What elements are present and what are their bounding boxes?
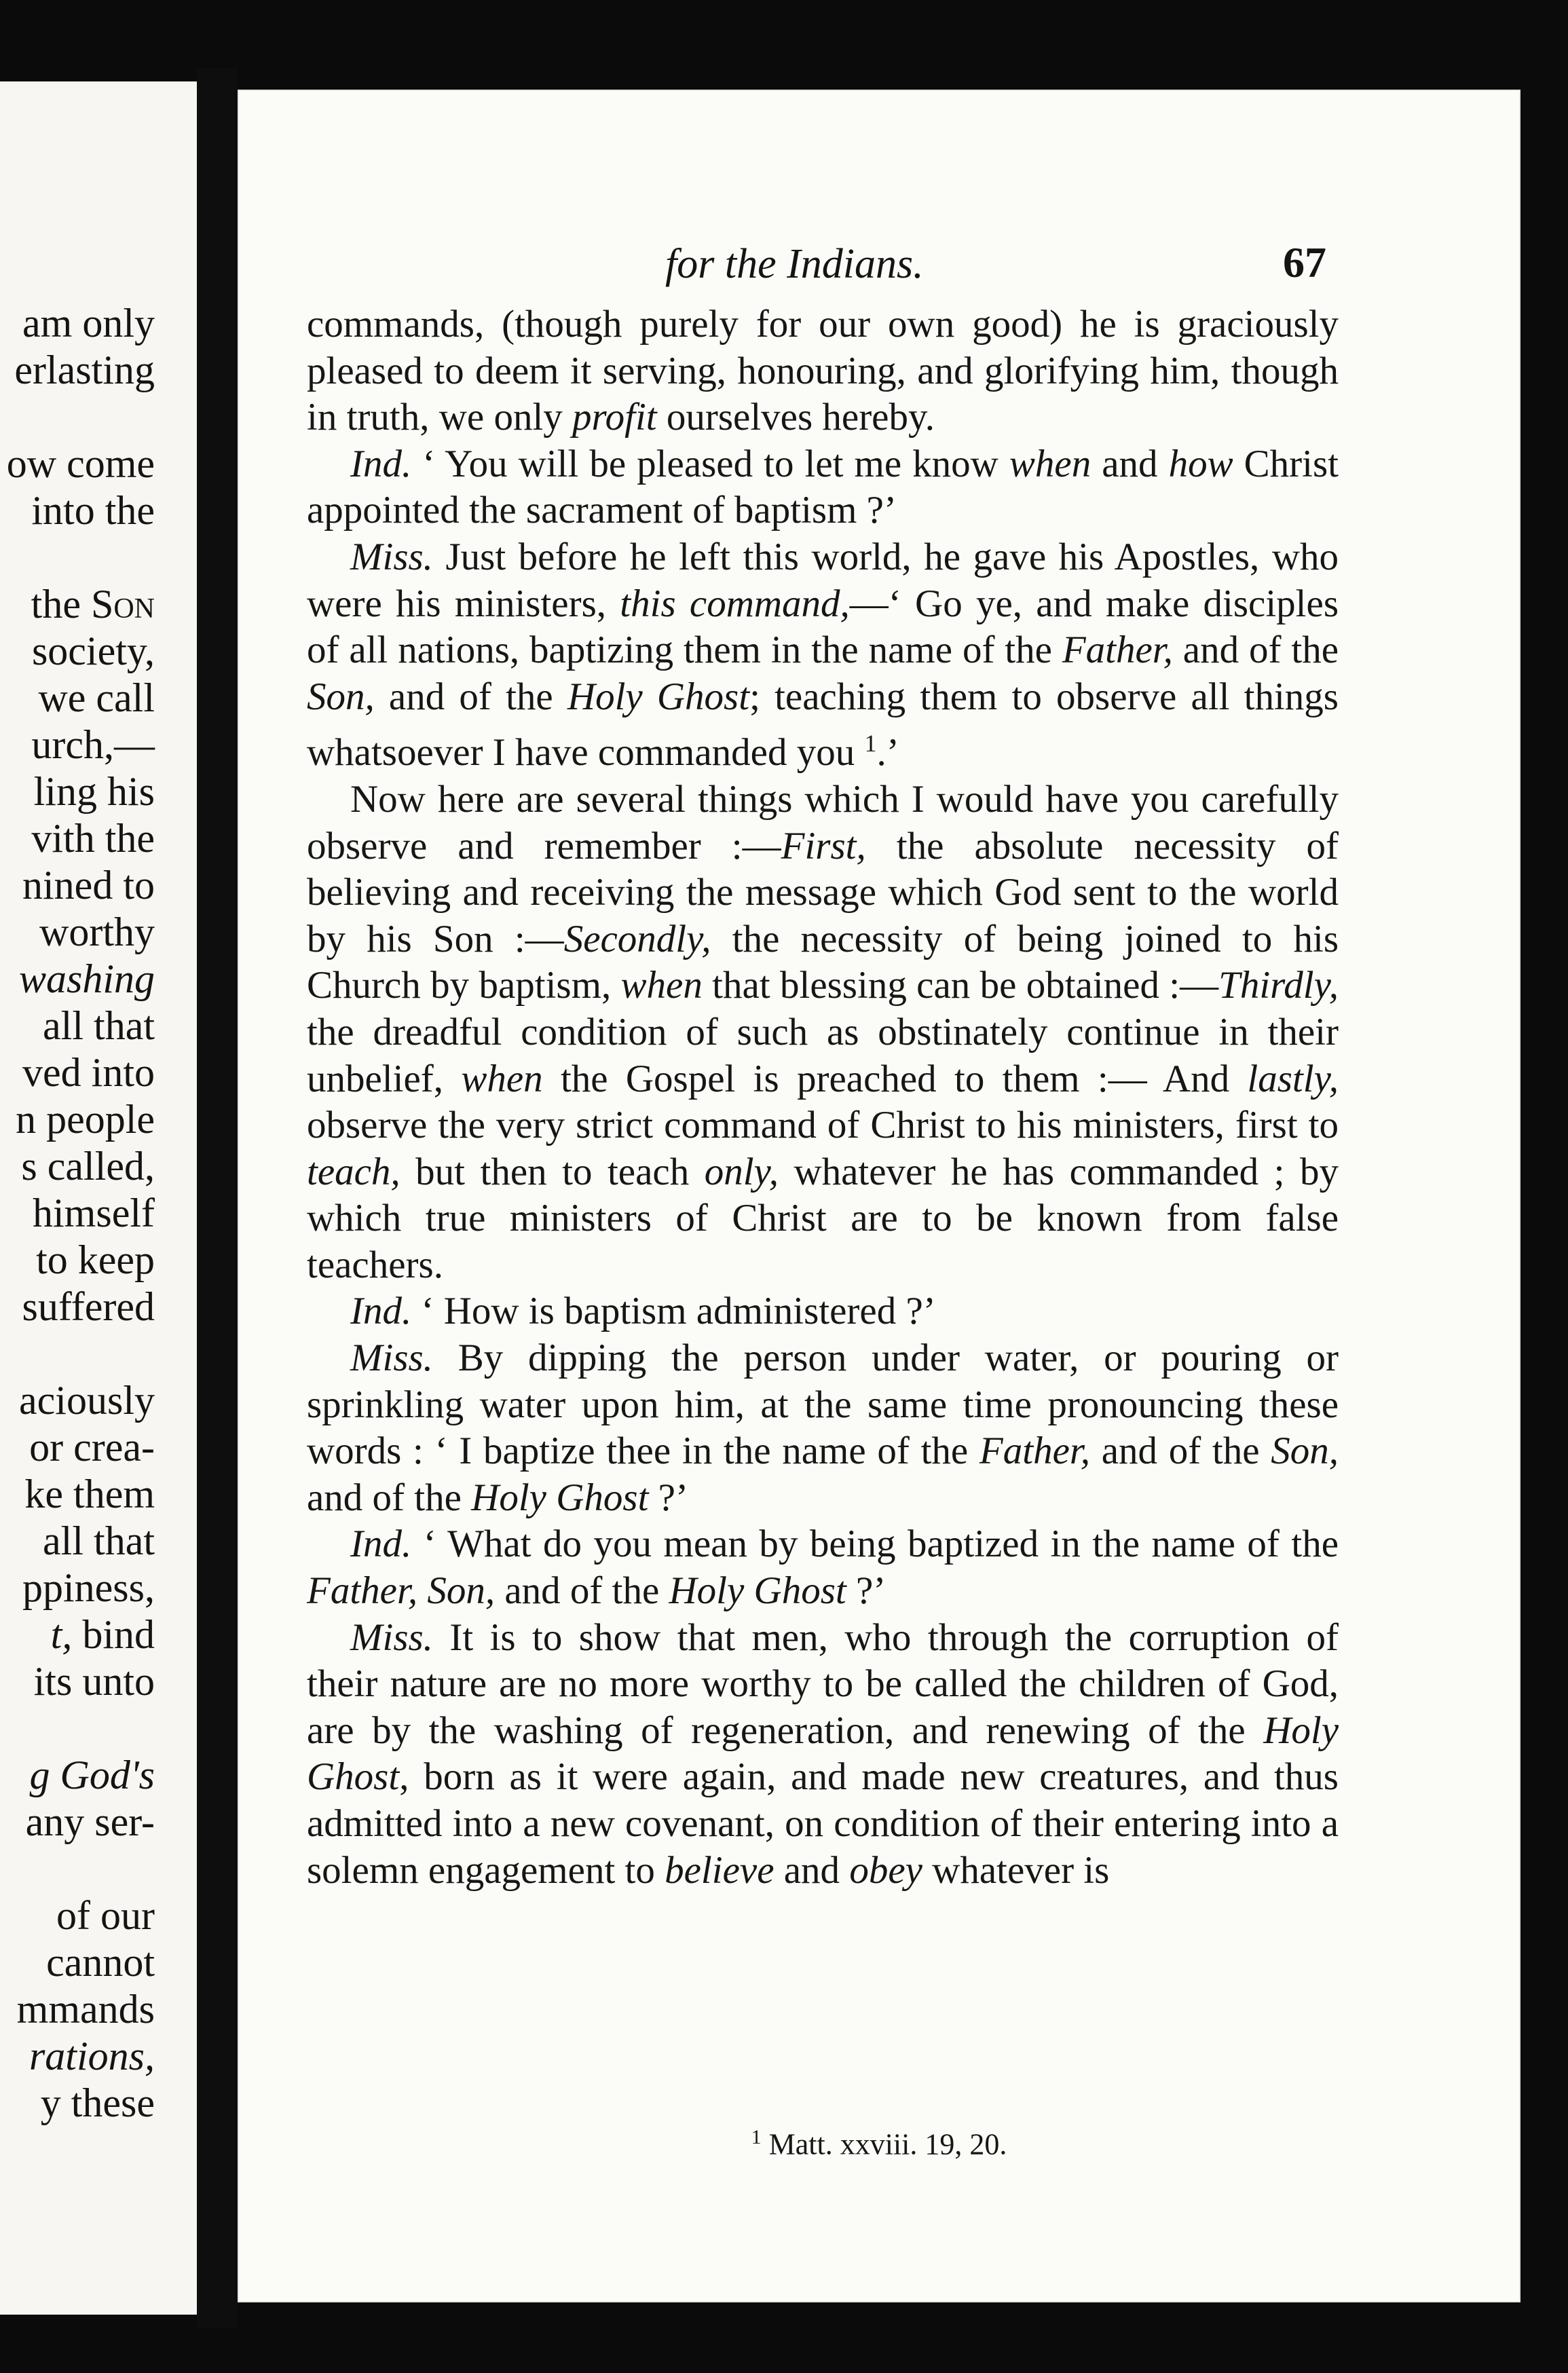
facing-page-gap	[0, 534, 155, 581]
paragraph-6: Miss. By dipping the person under water, or pouring or sprinkling water upon him, at the same time pronouncing these words : ‘ I baptize thee in the name of the Father, and of the Son, and of the Holy Ghost ?’	[307, 1337, 1339, 1519]
main-page	[238, 90, 1520, 2302]
facing-page-line: erlasting	[14, 348, 155, 392]
facing-page-gap	[0, 1846, 155, 1892]
facing-page-line: the Son	[31, 582, 155, 627]
facing-page	[0, 81, 200, 2315]
facing-page-line: am only	[22, 301, 155, 345]
facing-page-line: all that	[43, 1003, 155, 1048]
facing-page-gap	[0, 1705, 155, 1752]
facing-page-line: any ser-	[25, 1799, 155, 1844]
facing-page-line: nined to	[22, 863, 155, 908]
facing-page-line: aciously	[19, 1378, 155, 1423]
facing-page-line: t, bind	[50, 1612, 155, 1657]
page-number: 67	[1283, 238, 1326, 286]
facing-page-line: himself	[33, 1191, 155, 1235]
facing-page-line: cannot	[46, 1940, 155, 1985]
paragraph-1: commands, (though purely for our own good) he is graciously pleased to deem it serving, honouring, and glorifying him, though in truth, we only profit ourselves hereby.	[307, 303, 1339, 439]
facing-page-text	[0, 300, 155, 2127]
body-text	[307, 301, 1339, 1894]
facing-page-line: ling his	[33, 769, 155, 814]
footnote-text: Matt. xxviii. 19, 20.	[768, 2127, 1007, 2161]
facing-page-line: to keep	[36, 1237, 155, 1282]
facing-page-line: rations,	[29, 2034, 155, 2078]
facing-page-gap	[0, 1330, 155, 1377]
facing-page-line: suffered	[22, 1284, 155, 1329]
facing-page-line: s called,	[21, 1144, 155, 1189]
facing-page-line: washing	[18, 956, 155, 1001]
facing-page-line: n people	[16, 1097, 155, 1142]
facing-page-line: ved into	[22, 1050, 155, 1095]
paragraph-4: Now here are several things which I would have you carefully observe and remember :—First, the absolute necessity of believing and receiving the message which God sent to the world by his Son :—Secondly, the necessity of being joined to his Church by baptism, when that blessing can be obtained :—Thirdly, the dreadful condition of such as obstinately continue in their unbelief, when the Gospel is preached to them :— And lastly, observe the very strict command of Christ to his ministers, first to teach, but then to teach only, whatever he has commanded ; by which true ministers of Christ are to be known from false teachers.	[307, 777, 1339, 1286]
facing-page-line: urch,—	[31, 722, 155, 767]
facing-page-line: its unto	[33, 1659, 155, 1704]
footnote-marker: 1	[751, 2126, 762, 2148]
facing-page-line: mmands	[16, 1987, 155, 2032]
book-spine	[197, 68, 238, 2328]
facing-page-line: ow come	[6, 441, 155, 486]
facing-page-line: ppiness,	[22, 1565, 155, 1610]
facing-page-line: vith the	[31, 816, 155, 861]
facing-page-line: worthy	[39, 910, 155, 954]
paragraph-7: Ind. ‘ What do you mean by being baptized in the name of the Father, Son, and of the Holy Ghost ?’	[307, 1522, 1339, 1613]
facing-page-line: society,	[31, 629, 155, 673]
facing-page-line: into the	[31, 488, 155, 533]
facing-page-line: y these	[40, 2080, 155, 2125]
paragraph-2: Ind. ‘ You will be pleased to let me know when and how Christ appointed the sacrament of baptism ?’	[307, 442, 1339, 532]
facing-page-line: we call	[38, 675, 155, 720]
footnote	[238, 2126, 1520, 2162]
facing-page-line: of our	[56, 1893, 155, 1938]
facing-page-line: all that	[43, 1518, 155, 1563]
facing-page-line: or crea-	[29, 1425, 155, 1470]
facing-page-line: ke them	[24, 1472, 155, 1516]
paragraph-3: Miss. Just before he left this world, he gave his Apostles, who were his ministers, this command,—‘ Go ye, and make disciples of all nations, baptizing them in the name of the Father, and of the Son, and of the Holy Ghost; teaching them to observe all things whatsoever I have commanded you $^1$.’	[307, 535, 1339, 774]
running-head-title: for the Indians.	[665, 241, 924, 287]
paragraph-8: Miss. It is to show that men, who through the corruption of their nature are no more worthy to be called the children of God, are by the washing of regeneration, and renewing of the Holy Ghost, born as it were again, and made new creatures, and thus admitted into a new covenant, on condition of their entering into a solemn engagement to believe and obey whatever is	[307, 1615, 1339, 1892]
running-head	[238, 240, 1344, 295]
facing-page-line: g God's	[29, 1753, 155, 1797]
facing-page-gap	[0, 394, 155, 441]
paragraph-5: Ind. ‘ How is baptism administered ?’	[350, 1290, 936, 1333]
